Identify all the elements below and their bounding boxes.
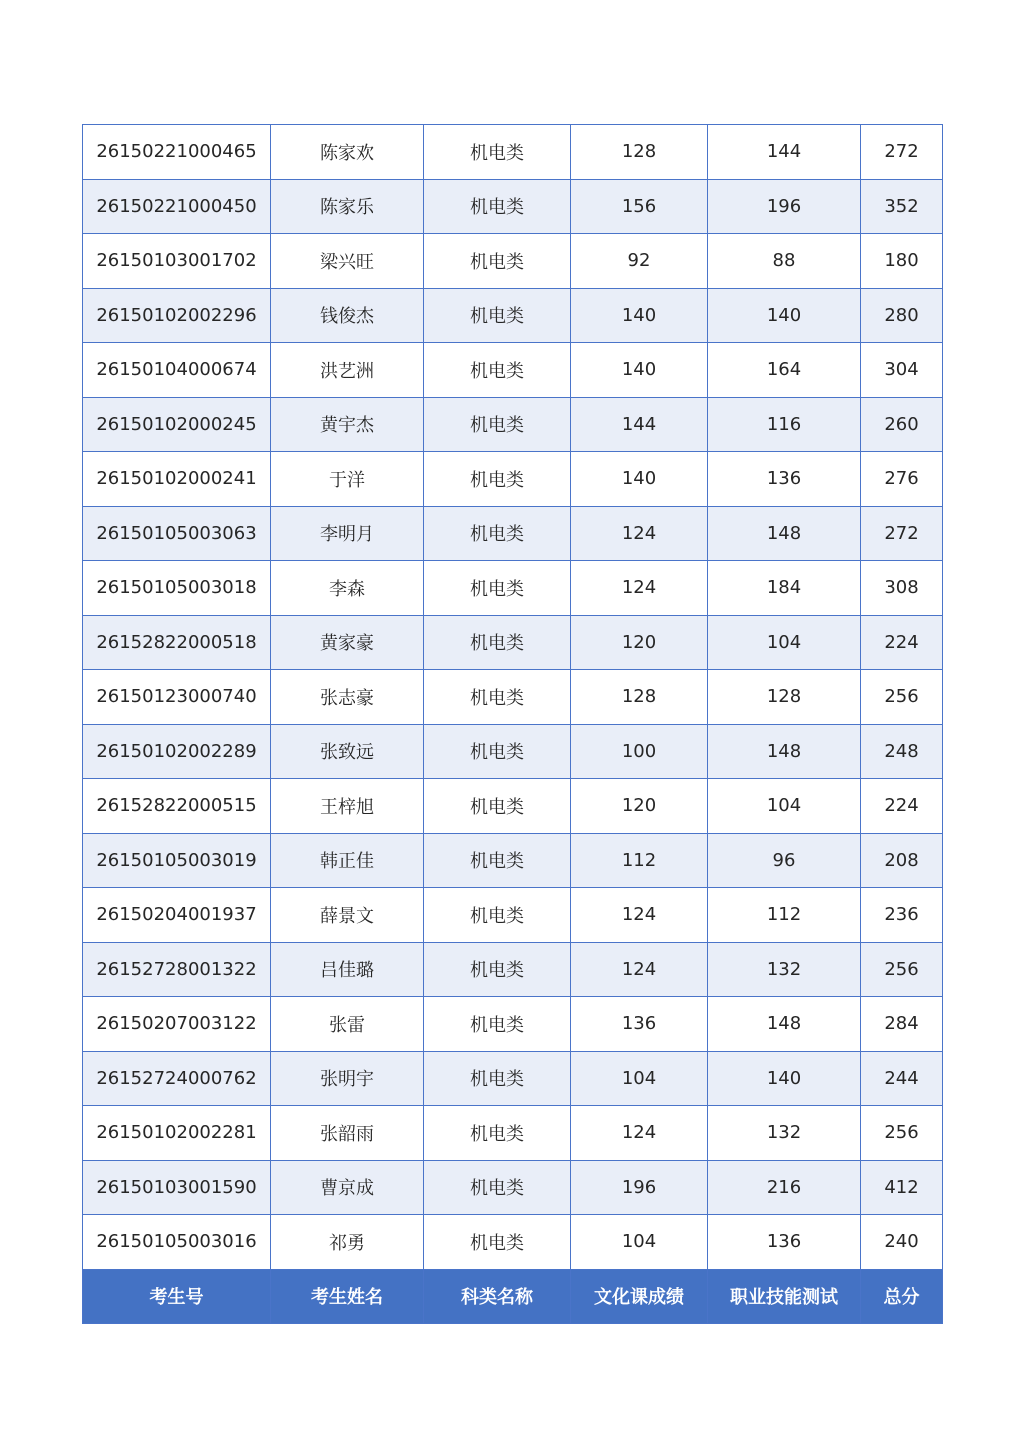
category-cell: 机电类	[424, 779, 571, 834]
exam-id-cell: 26150105003016	[83, 1215, 271, 1270]
total-score-cell: 284	[861, 997, 943, 1052]
total-score-cell: 256	[861, 1106, 943, 1161]
total-score-cell: 280	[861, 288, 943, 343]
category-cell: 机电类	[424, 343, 571, 398]
header-total: 总分	[861, 1269, 943, 1324]
exam-id-cell: 26150207003122	[83, 997, 271, 1052]
category-cell: 机电类	[424, 670, 571, 725]
student-name-cell: 张明宇	[271, 1051, 424, 1106]
category-cell: 机电类	[424, 888, 571, 943]
total-score-cell: 224	[861, 615, 943, 670]
table-row	[83, 1051, 943, 1106]
table-header-row	[83, 1269, 943, 1324]
student-name-cell: 曹京成	[271, 1160, 424, 1215]
exam-id-cell: 26150102002281	[83, 1106, 271, 1161]
culture-score-cell: 104	[571, 1051, 708, 1106]
culture-score-cell: 128	[571, 670, 708, 725]
skill-test-cell: 144	[708, 125, 861, 180]
score-table	[82, 124, 943, 1324]
skill-test-cell: 184	[708, 561, 861, 616]
student-name-cell: 薛景文	[271, 888, 424, 943]
culture-score-cell: 124	[571, 888, 708, 943]
table-body	[83, 125, 943, 1324]
category-cell: 机电类	[424, 397, 571, 452]
exam-id-cell: 26152724000762	[83, 1051, 271, 1106]
table-row	[83, 615, 943, 670]
culture-score-cell: 196	[571, 1160, 708, 1215]
category-cell: 机电类	[424, 452, 571, 507]
total-score-cell: 244	[861, 1051, 943, 1106]
category-cell: 机电类	[424, 615, 571, 670]
skill-test-cell: 136	[708, 1215, 861, 1270]
category-cell: 机电类	[424, 125, 571, 180]
exam-id-cell: 26150102002289	[83, 724, 271, 779]
category-cell: 机电类	[424, 561, 571, 616]
table-row	[83, 942, 943, 997]
exam-id-cell: 26150123000740	[83, 670, 271, 725]
total-score-cell: 308	[861, 561, 943, 616]
culture-score-cell: 124	[571, 1106, 708, 1161]
student-name-cell: 陈家乐	[271, 179, 424, 234]
skill-test-cell: 96	[708, 833, 861, 888]
culture-score-cell: 124	[571, 561, 708, 616]
total-score-cell: 224	[861, 779, 943, 834]
category-cell: 机电类	[424, 1215, 571, 1270]
culture-score-cell: 92	[571, 234, 708, 289]
student-name-cell: 陈家欢	[271, 125, 424, 180]
culture-score-cell: 128	[571, 125, 708, 180]
table-row	[83, 670, 943, 725]
total-score-cell: 272	[861, 125, 943, 180]
exam-id-cell: 26150102002296	[83, 288, 271, 343]
table-row	[83, 397, 943, 452]
student-name-cell: 梁兴旺	[271, 234, 424, 289]
category-cell: 机电类	[424, 179, 571, 234]
skill-test-cell: 136	[708, 452, 861, 507]
header-skill-test: 职业技能测试	[708, 1269, 861, 1324]
exam-id-cell: 26150102000241	[83, 452, 271, 507]
total-score-cell: 260	[861, 397, 943, 452]
skill-test-cell: 216	[708, 1160, 861, 1215]
table-row	[83, 1215, 943, 1270]
student-name-cell: 祁勇	[271, 1215, 424, 1270]
culture-score-cell: 140	[571, 343, 708, 398]
total-score-cell: 208	[861, 833, 943, 888]
student-name-cell: 钱俊杰	[271, 288, 424, 343]
table-row	[83, 833, 943, 888]
table-row	[83, 179, 943, 234]
category-cell: 机电类	[424, 942, 571, 997]
student-name-cell: 张雷	[271, 997, 424, 1052]
exam-id-cell: 26150103001590	[83, 1160, 271, 1215]
culture-score-cell: 136	[571, 997, 708, 1052]
skill-test-cell: 116	[708, 397, 861, 452]
table-row	[83, 561, 943, 616]
culture-score-cell: 120	[571, 779, 708, 834]
skill-test-cell: 140	[708, 288, 861, 343]
student-name-cell: 韩正佳	[271, 833, 424, 888]
total-score-cell: 240	[861, 1215, 943, 1270]
exam-id-cell: 26150102000245	[83, 397, 271, 452]
total-score-cell: 276	[861, 452, 943, 507]
culture-score-cell: 140	[571, 452, 708, 507]
exam-id-cell: 26150105003063	[83, 506, 271, 561]
student-name-cell: 黄家豪	[271, 615, 424, 670]
table-row	[83, 997, 943, 1052]
skill-test-cell: 164	[708, 343, 861, 398]
student-name-cell: 李明月	[271, 506, 424, 561]
culture-score-cell: 112	[571, 833, 708, 888]
skill-test-cell: 104	[708, 779, 861, 834]
skill-test-cell: 196	[708, 179, 861, 234]
table-row	[83, 288, 943, 343]
skill-test-cell: 148	[708, 724, 861, 779]
culture-score-cell: 100	[571, 724, 708, 779]
category-cell: 机电类	[424, 724, 571, 779]
student-name-cell: 洪艺洲	[271, 343, 424, 398]
student-name-cell: 张志豪	[271, 670, 424, 725]
table-row	[83, 125, 943, 180]
total-score-cell: 304	[861, 343, 943, 398]
header-category: 科类名称	[424, 1269, 571, 1324]
table-row	[83, 506, 943, 561]
culture-score-cell: 140	[571, 288, 708, 343]
category-cell: 机电类	[424, 288, 571, 343]
table-row	[83, 452, 943, 507]
header-culture-score: 文化课成绩	[571, 1269, 708, 1324]
total-score-cell: 256	[861, 670, 943, 725]
skill-test-cell: 140	[708, 1051, 861, 1106]
exam-id-cell: 26150221000465	[83, 125, 271, 180]
exam-id-cell: 26150104000674	[83, 343, 271, 398]
category-cell: 机电类	[424, 506, 571, 561]
category-cell: 机电类	[424, 997, 571, 1052]
culture-score-cell: 124	[571, 942, 708, 997]
skill-test-cell: 112	[708, 888, 861, 943]
skill-test-cell: 104	[708, 615, 861, 670]
category-cell: 机电类	[424, 833, 571, 888]
culture-score-cell: 144	[571, 397, 708, 452]
culture-score-cell: 104	[571, 1215, 708, 1270]
student-name-cell: 李森	[271, 561, 424, 616]
culture-score-cell: 120	[571, 615, 708, 670]
category-cell: 机电类	[424, 1051, 571, 1106]
table-row	[83, 724, 943, 779]
student-name-cell: 黄宇杰	[271, 397, 424, 452]
table-row	[83, 779, 943, 834]
header-student-name: 考生姓名	[271, 1269, 424, 1324]
student-name-cell: 张韶雨	[271, 1106, 424, 1161]
total-score-cell: 352	[861, 179, 943, 234]
student-name-cell: 王梓旭	[271, 779, 424, 834]
skill-test-cell: 132	[708, 1106, 861, 1161]
skill-test-cell: 88	[708, 234, 861, 289]
category-cell: 机电类	[424, 1160, 571, 1215]
total-score-cell: 256	[861, 942, 943, 997]
exam-id-cell: 26152728001322	[83, 942, 271, 997]
student-name-cell: 于洋	[271, 452, 424, 507]
total-score-cell: 236	[861, 888, 943, 943]
skill-test-cell: 132	[708, 942, 861, 997]
skill-test-cell: 128	[708, 670, 861, 725]
skill-test-cell: 148	[708, 506, 861, 561]
total-score-cell: 248	[861, 724, 943, 779]
student-name-cell: 吕佳璐	[271, 942, 424, 997]
exam-id-cell: 26150105003019	[83, 833, 271, 888]
student-name-cell: 张致远	[271, 724, 424, 779]
category-cell: 机电类	[424, 1106, 571, 1161]
skill-test-cell: 148	[708, 997, 861, 1052]
table-row	[83, 1160, 943, 1215]
total-score-cell: 412	[861, 1160, 943, 1215]
total-score-cell: 272	[861, 506, 943, 561]
culture-score-cell: 124	[571, 506, 708, 561]
culture-score-cell: 156	[571, 179, 708, 234]
exam-id-cell: 26150221000450	[83, 179, 271, 234]
exam-id-cell: 26152822000518	[83, 615, 271, 670]
exam-id-cell: 26150204001937	[83, 888, 271, 943]
exam-id-cell: 26150103001702	[83, 234, 271, 289]
table-row	[83, 234, 943, 289]
exam-id-cell: 26152822000515	[83, 779, 271, 834]
header-exam-id: 考生号	[83, 1269, 271, 1324]
table-row	[83, 888, 943, 943]
table-row	[83, 343, 943, 398]
total-score-cell: 180	[861, 234, 943, 289]
category-cell: 机电类	[424, 234, 571, 289]
exam-id-cell: 26150105003018	[83, 561, 271, 616]
table-row	[83, 1106, 943, 1161]
